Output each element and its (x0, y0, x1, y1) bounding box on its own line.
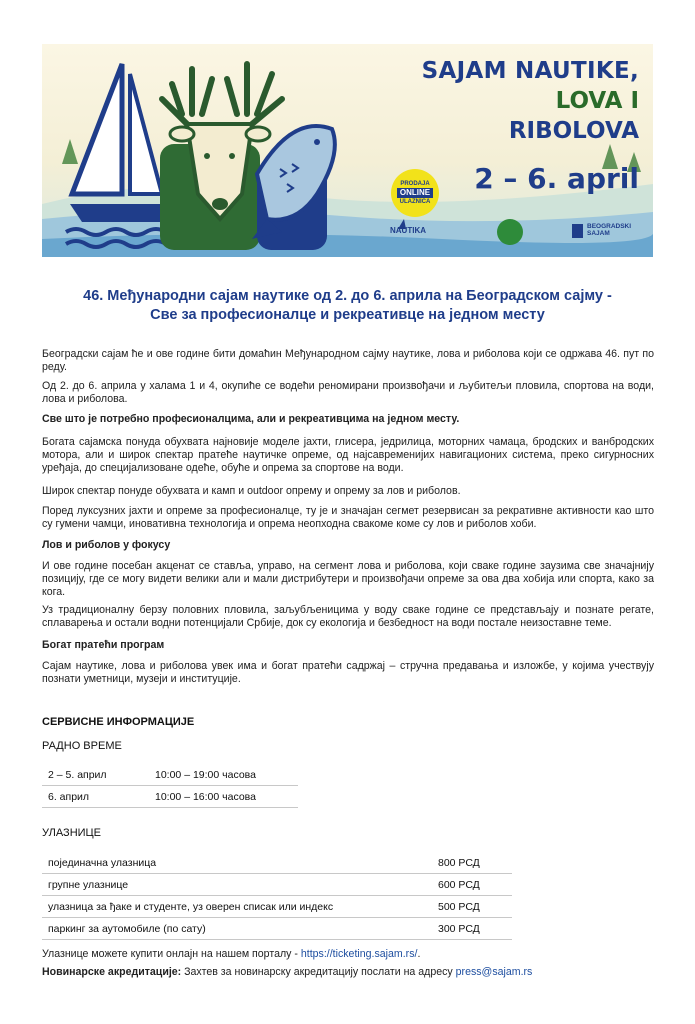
ticket-name: појединачна улазница (42, 852, 432, 874)
paragraph-halls: Од 2. до 6. априла у халама 1 и 4, окупиће се водећи реномирани произвођачи и љубитељи пловила, спортова на води, лова и риболова. (42, 380, 654, 405)
online-sale-badge (391, 169, 439, 217)
hours-time: 10:00 – 16:00 часова (149, 786, 298, 808)
ticket-price: 800 РСД (432, 852, 512, 874)
table-row (42, 764, 298, 786)
press-text: Захтев за новинарску акредитацију послати на адресу (181, 966, 456, 978)
hours-day: 2 – 5. април (42, 764, 149, 786)
ticket-price: 500 РСД (432, 896, 512, 918)
nautika-logo-text: NAUTIKA (390, 226, 426, 235)
beogradski-sajam-logo-icon (572, 224, 583, 238)
badge-bottom: ULAZNICA (399, 199, 431, 206)
ticket-price: 600 РСД (432, 874, 512, 896)
paragraph-luxury: Поред луксузних јахти и опреме за професионалце, ту је и значајан сегмет резервисан за рекративне активности као што су гумени чамци, иновативна технологија и опрема неопходна свакоме коме су лов и риболов хоби. (42, 505, 654, 530)
press-email-link[interactable]: press@sajam.rs (455, 966, 533, 978)
ticket-name: улазница за ђаке и студенте, уз оверен списак или индекс (42, 896, 432, 918)
online-end: . (417, 948, 421, 960)
tickets-title: УЛАЗНИЦЕ (42, 827, 102, 839)
tickets-table (42, 852, 512, 940)
fish-icon (252, 126, 335, 250)
hours-time: 10:00 – 19:00 часова (149, 764, 298, 786)
hours-day: 6. април (42, 786, 149, 808)
banner-title-line2: LOVA I (555, 88, 639, 114)
paragraph-program: Сајам наутике, лова и риболова увек има и богат пратећи садржај – стручна предавања и изложбе, у којима учествују познати уметници, музеји и институције. (42, 660, 654, 685)
paragraph-camp: Широк спектар понуде обухвата и камп и outdoor опрему и опрему за лов и риболов. (42, 485, 461, 497)
press-label: Новинарске акредитације: (42, 966, 182, 978)
table-row (42, 852, 512, 874)
banner-title-line3: RIBOLOVA (508, 118, 639, 144)
badge-top: PRODAJA (400, 180, 430, 187)
paragraph-regattas: Уз традиционалну берзу половних пловила, заљубљеницима у воду сваке године се представљају и познате регате, сплаварења и остали водни потенцијали Србије, док су екологија и безбедност на води постале неизоставне теме. (42, 604, 654, 629)
hours-title: РАДНО ВРЕМЕ (42, 740, 122, 752)
logo-sajam-line1: BEOGRADSKI (587, 223, 632, 230)
table-row (42, 874, 512, 896)
table-row (42, 896, 512, 918)
sailboat-icon (66, 64, 172, 247)
lov-ribolov-logo-icon (497, 219, 523, 245)
banner-title-line1: SAJAM NAUTIKE, (421, 58, 639, 84)
table-row (42, 786, 298, 808)
table-row (42, 918, 512, 940)
paragraph-intro: Београдски сајам ће и ове године бити домаћин Међународном сајму наутике, лова и риболова који се одржава 46. пут по реду. (42, 348, 654, 373)
heading-program: Богат пратећи програм (42, 639, 165, 651)
ticketing-link[interactable]: https://ticketing.sajam.rs/ (300, 948, 418, 960)
paragraph-offer: Богата сајамска понуда обухвата најновије моделе јахти, глисера, једрилица, моторних чамаца, бродских и ванбродских мотора, али и широк спектар пратеће наутичке опреме, од најсавременијих навигационих система, преко сигурносних уређаја, до специјализоване одеће, обуће и опрема за спортове на води. (42, 436, 654, 474)
ticket-name: паркинг за аутомобиле (по сату) (42, 918, 432, 940)
logo-sajam-line2: SAJAM (587, 230, 610, 238)
headline-line2: Све за професионалце и рекреативце на једном месту (150, 307, 545, 323)
ticket-name: групне улазнице (42, 874, 432, 896)
ticket-price: 300 РСД (432, 918, 512, 940)
badge-mid: ONLINE (397, 188, 433, 198)
paragraph-hunting: И ове године посебан акценат се ставља, управо, на сегмент лова и риболова, који сваке године заузима све значајнију позицију, где се могу видети велики али и мали дистрибутери и произвођачи опреме за ова два хобија или спорта, како за кога. (42, 560, 654, 598)
heading-everything: Све што је потребно професионалцима, али и рекреативцима на једном месту. (42, 413, 460, 425)
event-banner (42, 44, 653, 257)
heading-hunting: Лов и риболов у фокусу (42, 539, 171, 551)
headline-line1: 46. Међународни сајам наутике од 2. до 6. априла на Београдском сајму - (83, 288, 612, 304)
service-info-title: СЕРВИСНЕ ИНФОРМАЦИЈЕ (42, 716, 195, 728)
beogradski-sajam-logo-text (587, 223, 631, 237)
online-purchase-line (42, 948, 420, 960)
online-text: Улазнице можете купити онлајн на нашем порталу - (42, 948, 301, 960)
hours-table (42, 764, 298, 808)
press-line (42, 966, 532, 978)
banner-dates: 2 – 6. april (474, 162, 639, 195)
